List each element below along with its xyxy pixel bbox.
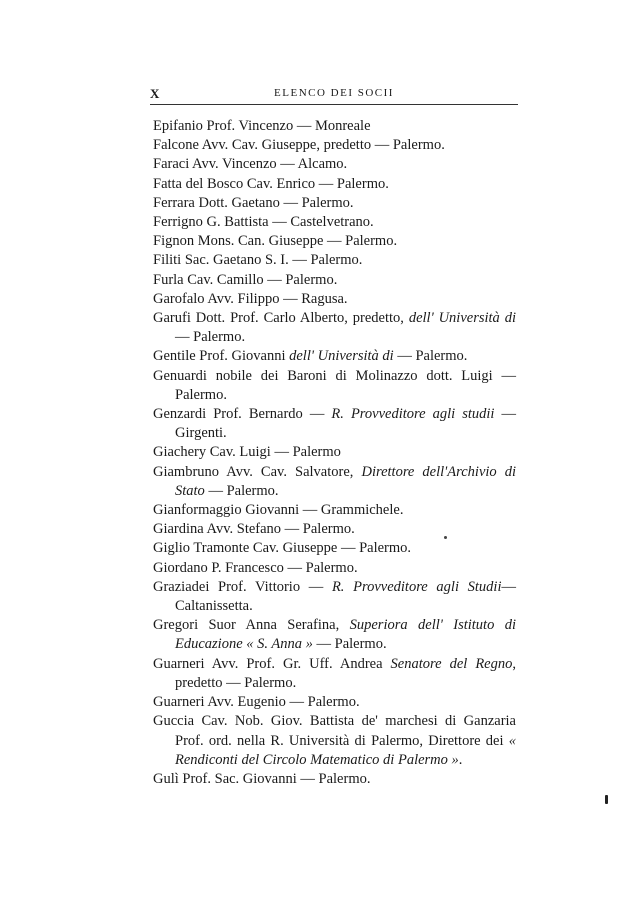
entry-text-italic: R. Provveditore agli studii [331, 406, 495, 423]
member-entry [153, 232, 516, 251]
member-entry [153, 251, 516, 270]
entry-text: Giardina Avv. Stefano — Palermo. [153, 521, 355, 538]
entry-text: Fignon Mons. Can. Giuseppe — Palermo. [153, 233, 398, 250]
member-entry [153, 155, 516, 174]
entry-text: Filiti Sac. Gaetano S. I. — Palermo. [153, 252, 363, 269]
member-entry [153, 559, 516, 578]
entry-text: Ferrara Dott. Gaetano — Palermo. [153, 194, 354, 211]
member-entry [153, 501, 516, 520]
entry-text: , predetto — Palermo. [175, 655, 516, 691]
entry-text: Gregori Suor Anna Serafina, [153, 617, 350, 634]
running-header [150, 86, 518, 104]
member-entry [153, 539, 516, 558]
entry-text-italic: Direttore dell'Archivio di Stato [175, 463, 517, 499]
member-entry [153, 213, 516, 232]
entry-text: Giordano P. Francesco — Palermo. [153, 559, 358, 576]
entry-text: Guarneri Avv. Prof. Gr. Uff. Andrea [153, 655, 391, 672]
entry-text: — Girgenti. [175, 406, 517, 442]
entry-text: Garofalo Avv. Filippo — Ragusa. [153, 290, 348, 307]
entry-text: Falcone Avv. Cav. Giuseppe, predetto — Palermo. [153, 137, 445, 154]
member-entry [153, 175, 516, 194]
header-rule [150, 104, 518, 105]
page-number: X [150, 86, 160, 101]
member-entry [153, 655, 516, 693]
entry-text: — Palermo. [393, 348, 468, 365]
member-entry [153, 271, 516, 290]
entry-text: Giachery Cav. Luigi — Palermo [153, 444, 341, 461]
entry-text: — Palermo. [175, 329, 246, 346]
member-entry [153, 463, 516, 501]
ink-speck [444, 536, 447, 539]
member-entry [153, 367, 516, 405]
entry-text: Gulì Prof. Sac. Giovanni — Palermo. [153, 770, 371, 787]
entry-text: Giambruno Avv. Cav. Salvatore, [153, 463, 362, 480]
member-entry [153, 693, 516, 712]
entry-text: — Caltanissetta. [175, 578, 516, 615]
member-entry [153, 290, 516, 309]
member-entry [153, 136, 516, 155]
ink-speck [605, 795, 608, 804]
entry-text: Ferrigno G. Battista — Castelvetrano. [153, 214, 374, 231]
member-entry [153, 194, 516, 213]
entry-text: Furla Cav. Camillo — Palermo. [153, 271, 338, 288]
entry-text: — Palermo. [312, 636, 387, 653]
entry-text: — Palermo. [204, 482, 279, 499]
entry-text: Graziadei Prof. Vittorio — [153, 578, 332, 595]
member-entry [153, 443, 516, 462]
entry-text: Garufi Dott. Prof. Carlo Alberto, predetto, [153, 310, 409, 327]
entry-text-italic: R. Provveditore agli Studii [331, 578, 502, 595]
member-entry [153, 712, 516, 770]
member-entry [153, 520, 516, 539]
member-entry [153, 309, 516, 347]
entry-text-italic: dell' Università di [289, 348, 394, 365]
entry-text-italic: « Rendiconti del Circolo Matematico di Palermo » [175, 732, 516, 768]
entry-text: Guccia Cav. Nob. Giov. Battista de' marchesi di Ganzaria Prof. ord. nella R. Università di Palermo, Direttore dei [153, 713, 516, 749]
member-entry [153, 616, 516, 654]
entry-text: . [458, 751, 463, 768]
entry-text: Faraci Avv. Vincenzo — Alcamo. [153, 156, 348, 173]
entry-text-italic: Superiora dell' Istituto di Educazione « S. Anna » [175, 617, 516, 653]
member-entry [153, 347, 516, 366]
member-entry [153, 578, 516, 616]
entry-text: Genzardi Prof. Bernardo — [153, 406, 332, 423]
entry-text: Fatta del Bosco Cav. Enrico — Palermo. [153, 175, 389, 192]
members-list [153, 117, 516, 789]
entry-text: Guarneri Avv. Eugenio — Palermo. [153, 694, 360, 711]
entry-text: Gentile Prof. Giovanni [153, 348, 290, 365]
entry-text-italic: Senatore del Regno [390, 655, 513, 672]
member-entry [153, 405, 516, 443]
member-entry [153, 117, 516, 136]
entry-text: Genuardi nobile dei Baroni di Molinazzo dott. Luigi — Palermo. [153, 367, 516, 403]
entry-text: Gianformaggio Giovanni — Grammichele. [153, 502, 404, 519]
member-entry [153, 770, 516, 789]
page-title: ELENCO DEI SOCII [274, 87, 394, 99]
entry-text: Epifanio Prof. Vincenzo — Monreale [153, 118, 371, 134]
entry-text-italic: dell' Università di [408, 310, 517, 327]
entry-text: Giglio Tramonte Cav. Giuseppe — Palermo. [153, 540, 412, 557]
